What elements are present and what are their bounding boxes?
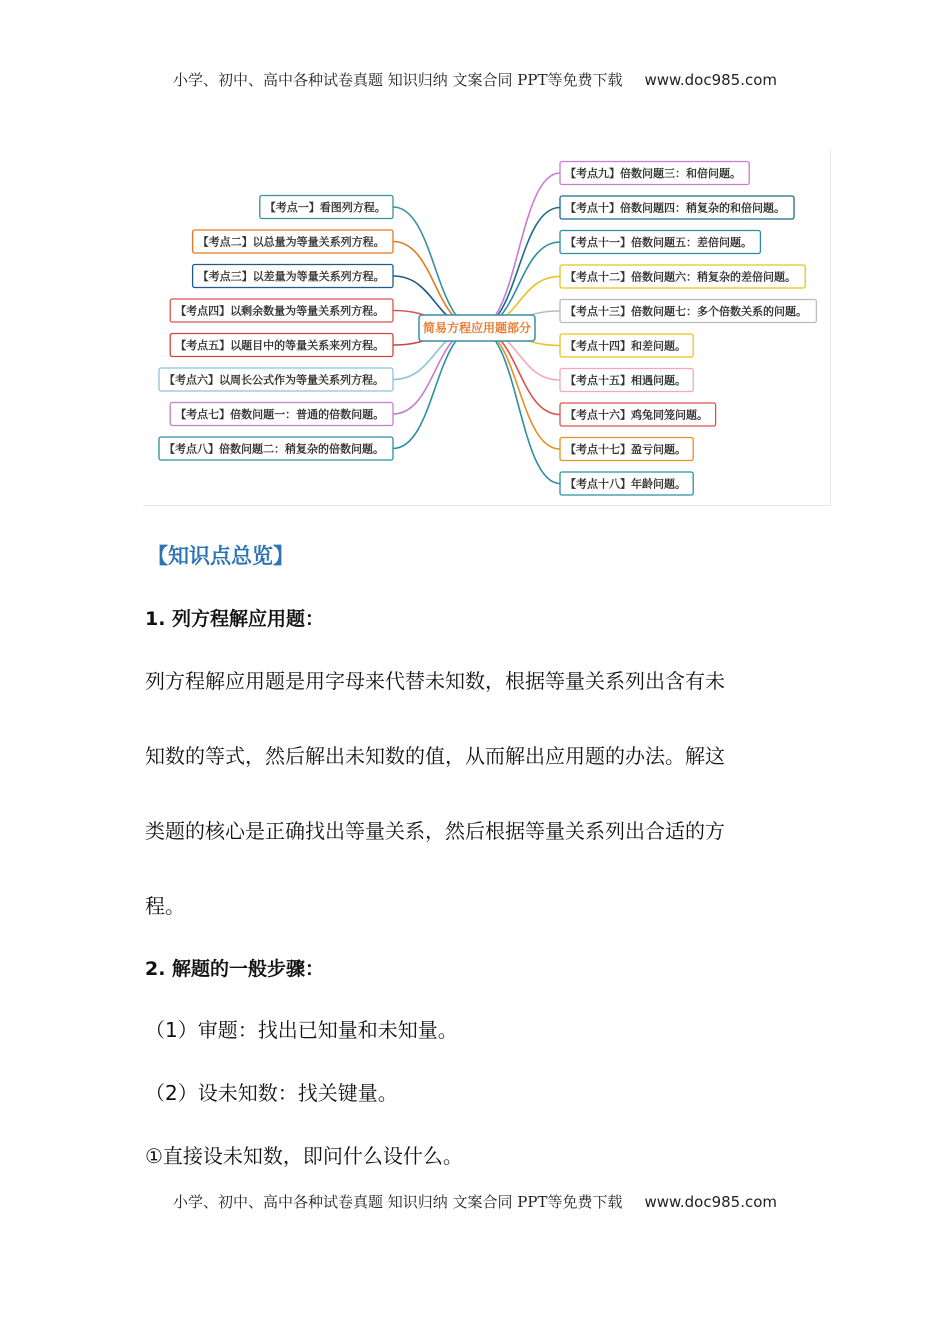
header-site: www.doc985.com (644, 71, 778, 89)
mind-map-node-label: 【考点四】以剩余数量为等量关系列方程。 (175, 304, 385, 318)
mind-map-node-left-2 (193, 230, 393, 253)
mind-map-node-label: 【考点二】以总量为等量关系列方程。 (197, 235, 385, 249)
mind-map-node-right-2 (560, 196, 794, 219)
mind-map-svg (143, 150, 830, 505)
mind-map-node-right-9 (560, 438, 693, 461)
mind-map-node-label: 【考点五】以题目中的等量关系来列方程。 (175, 339, 385, 352)
mind-map-node-label: 【考点十七】盈亏问题。 (565, 443, 686, 456)
mind-map-node-right-5 (560, 300, 816, 323)
heading-general-steps: 2. 解题的一般步骤： (145, 958, 325, 980)
step-review: （1）审题：找出已知量和未知量。 (145, 1018, 458, 1042)
step-set-unknown: （2）设未知数：找关键量。 (145, 1081, 398, 1105)
mind-map-node-right-6 (560, 334, 693, 357)
mind-map-node-left-6 (159, 368, 393, 391)
mind-map-node-label: 【考点十一】倍数问题五：差倍问题。 (565, 236, 752, 249)
mind-map-node-left-4 (170, 299, 393, 322)
mind-map-connector (477, 208, 560, 329)
mind-map-connector (393, 207, 477, 328)
mind-map-node-right-8 (560, 403, 716, 426)
mind-map-node-label: 【考点九】倍数问题三：和倍问题。 (565, 167, 741, 180)
mind-map-connector (477, 328, 560, 484)
mind-map-node-label: 【考点七】倍数问题一：普通的倍数问题。 (175, 408, 385, 421)
mind-map-node-left-8 (159, 437, 393, 460)
mind-map-node-label: 【考点十四】和差问题。 (565, 339, 686, 353)
mind-map-node-right-3 (560, 231, 760, 254)
mind-map-node-label: 【考点十六】鸡兔同笼问题。 (565, 408, 708, 422)
mind-map-connector (393, 328, 477, 449)
mind-map-node-right-10 (560, 472, 693, 495)
mind-map-node-label: 【考点十八】年龄问题。 (565, 477, 686, 491)
mind-map-node-label: 【考点十三】倍数问题七：多个倍数关系的问题。 (565, 305, 807, 318)
paragraph-line: 类题的核心是正确找出等量关系，然后根据等量关系列出合适的方 (145, 819, 725, 843)
mind-map-node-label: 【考点八】倍数问题二：稍复杂的倍数问题。 (164, 442, 384, 456)
page-header (0, 69, 950, 90)
mind-map-node-label: 【考点十】倍数问题四：稍复杂的和倍问题。 (565, 201, 785, 215)
mind-map-center-node (419, 315, 535, 341)
mind-map-node-label: 【考点一】看图列方程。 (264, 201, 386, 214)
heading-solve-equations: 1. 列方程解应用题： (145, 608, 325, 630)
mind-map-connector (477, 173, 560, 328)
step-set-unknown-direct: ①直接设未知数，即问什么设什么。 (145, 1144, 463, 1168)
mind-map-node-right-7 (560, 369, 693, 392)
mind-map (143, 150, 831, 506)
section-title: 【知识点总览】 (147, 544, 294, 568)
mind-map-node-label: 【考点六】以周长公式作为等量关系列方程。 (164, 373, 384, 387)
mind-map-connector (477, 328, 560, 449)
header-text: 小学、初中、高中各种试卷真题 知识归纳 文案合同 PPT等免费下载 (172, 71, 623, 89)
mind-map-node-label: 【考点三】以差量为等量关系列方程。 (197, 270, 385, 283)
paragraph-line: 知数的等式，然后解出未知数的值，从而解出应用题的办法。解这 (145, 744, 725, 768)
footer-text: 小学、初中、高中各种试卷真题 知识归纳 文案合同 PPT等免费下载 (172, 1193, 623, 1211)
mind-map-node-left-1 (260, 196, 393, 219)
mind-map-node-right-1 (560, 162, 749, 185)
mind-map-node-right-4 (560, 265, 805, 288)
mind-map-node-left-5 (170, 334, 393, 357)
mind-map-node-left-7 (170, 403, 393, 426)
paragraph-line: 程。 (145, 894, 185, 918)
mind-map-node-left-3 (193, 265, 393, 288)
mind-map-center-label: 简易方程应用题部分 (422, 321, 532, 335)
footer-site: www.doc985.com (644, 1193, 778, 1211)
mind-map-node-label: 【考点十五】相遇问题。 (565, 374, 686, 387)
mind-map-node-label: 【考点十二】倍数问题六：稍复杂的差倍问题。 (565, 270, 796, 284)
page-footer (0, 1191, 950, 1212)
paragraph-line: 列方程解应用题是用字母来代替未知数，根据等量关系列出含有未 (145, 669, 725, 693)
